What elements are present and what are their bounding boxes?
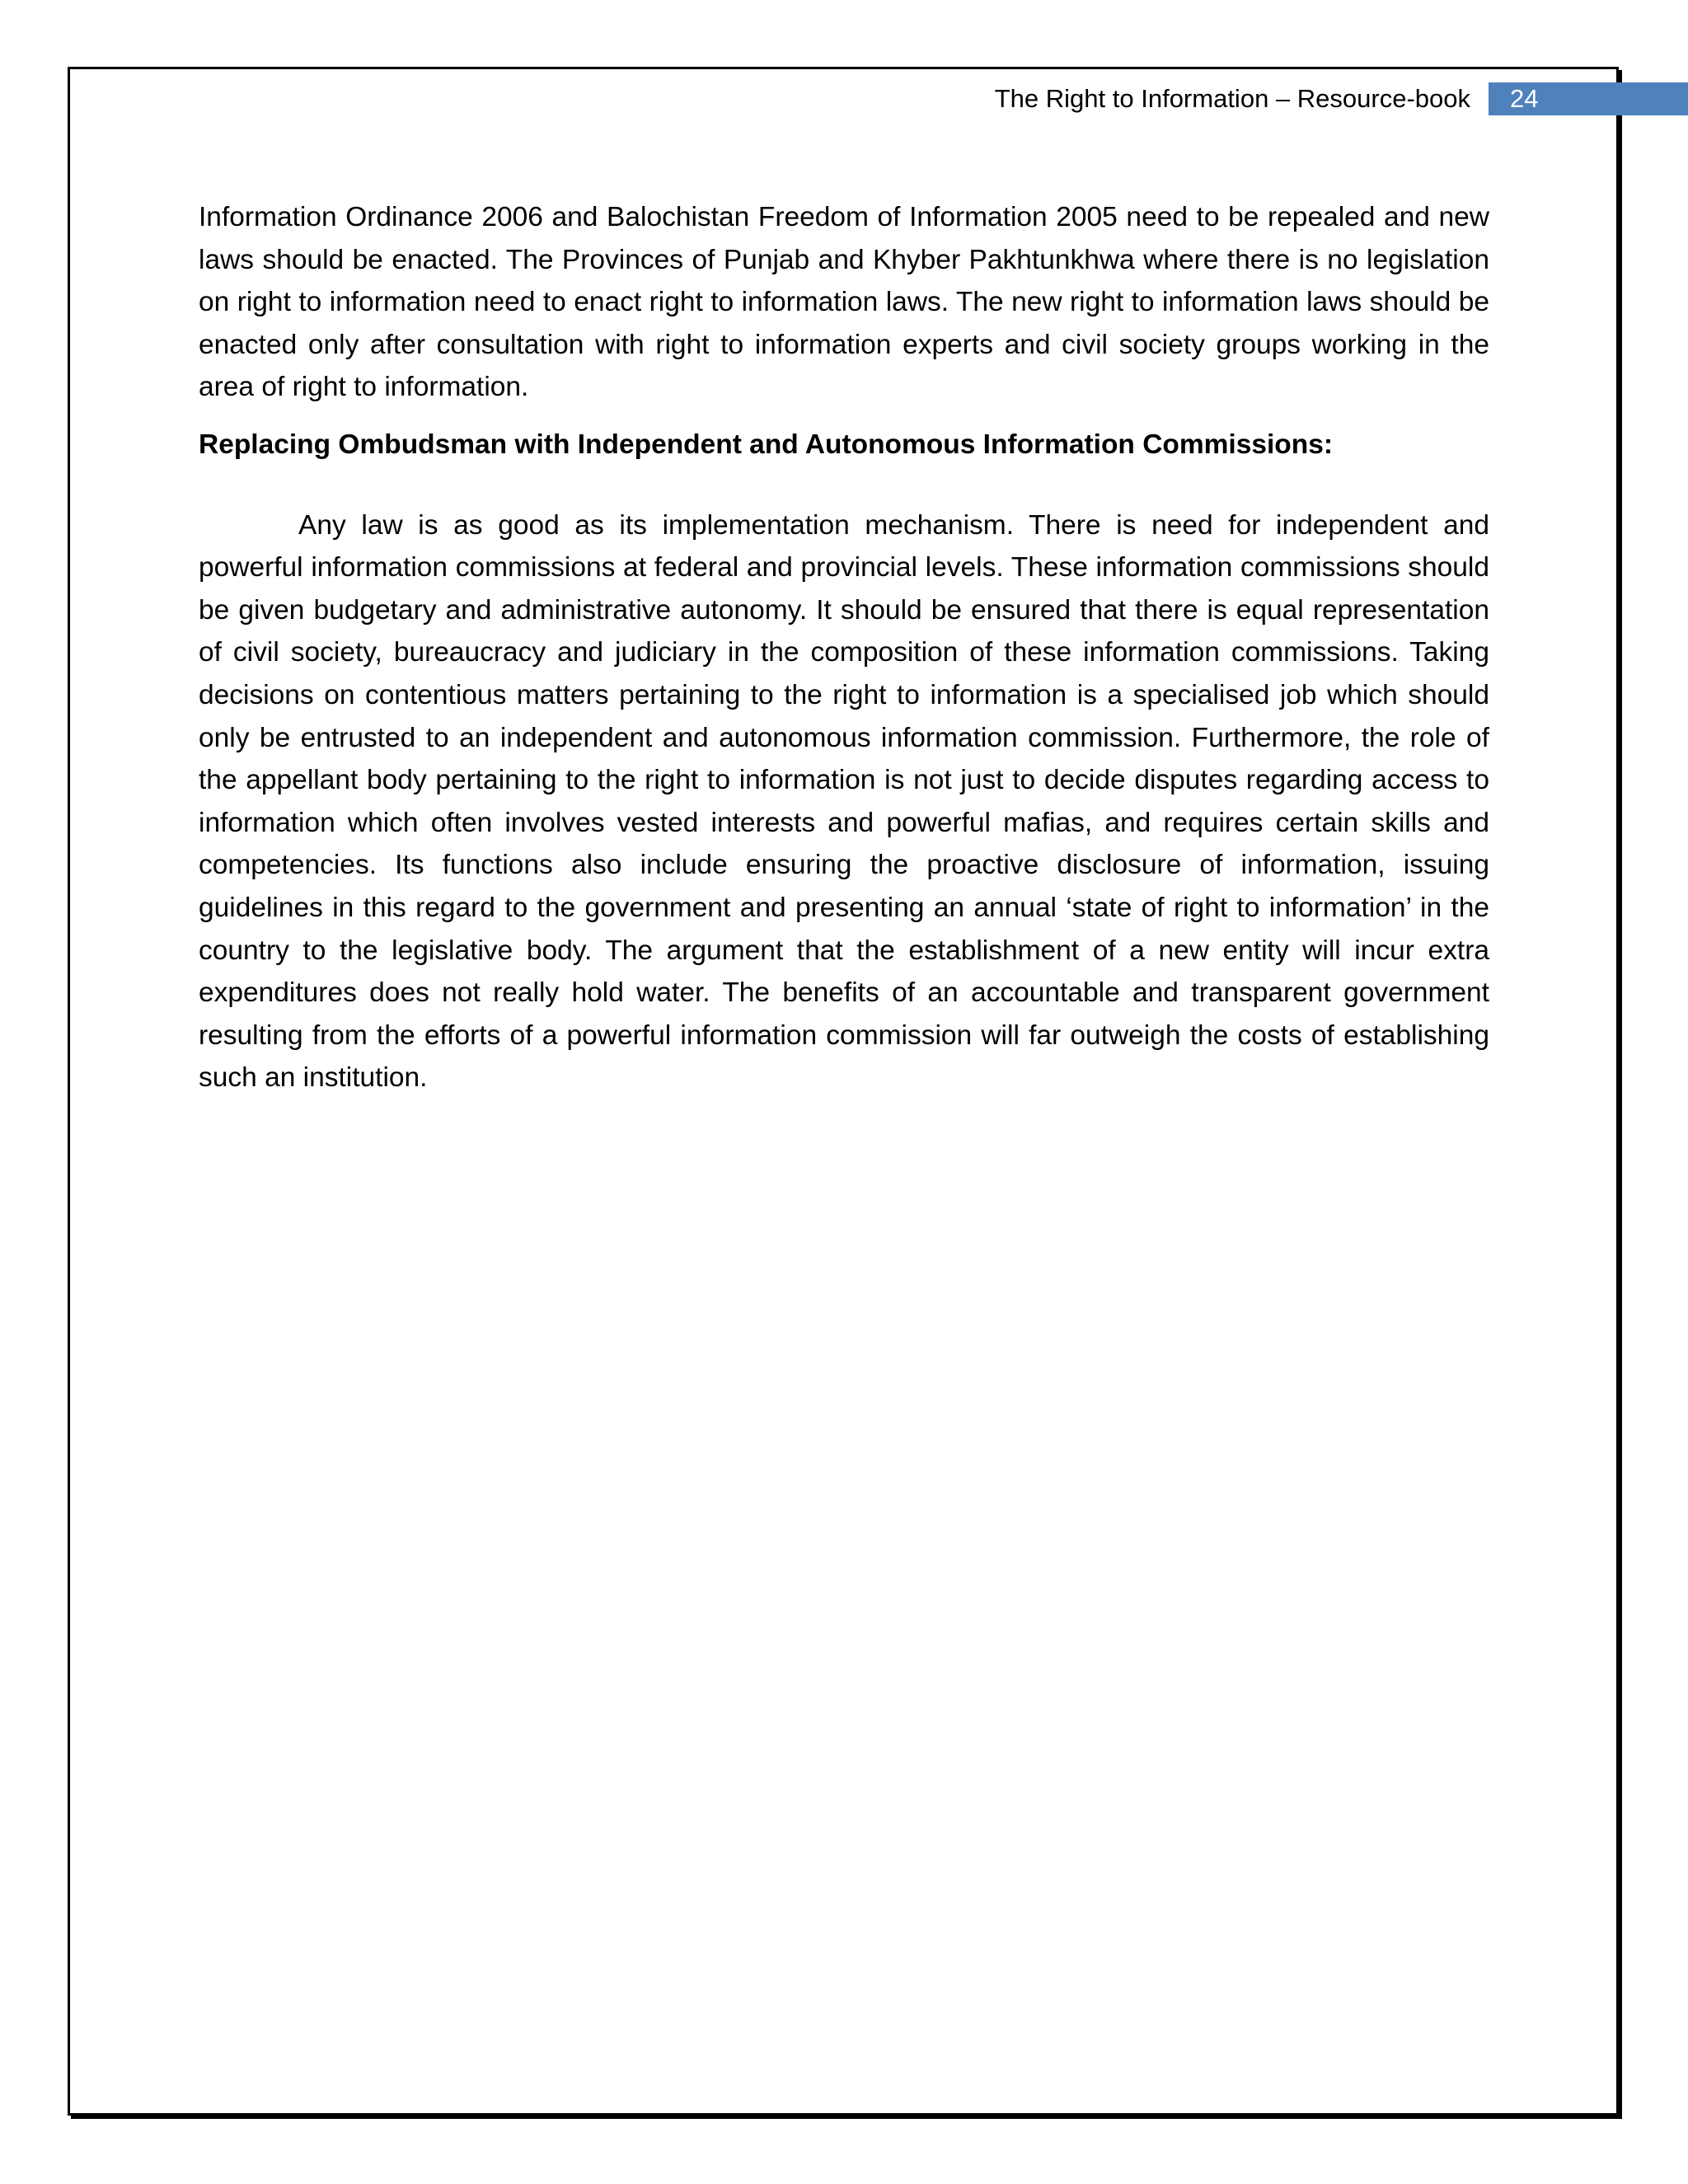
section-heading: Replacing Ombudsman with Independent and Autonomous Information Commissions: [199,429,1334,460]
body-paragraph-1: Information Ordinance 2006 and Balochistan Freedom of Information 2005 need to be repealed and new laws should be enacted. The Provinces of Punjab and Khyber Pakhtunkhwa where there is no legislation on right to information need to enact right to information laws. The new right to information laws should be enacted only after consultation with right to information experts and civil society groups working in the area of right to information. [199,202,1489,403]
page-content [199,196,1489,1099]
page-number: 24 [1510,84,1539,113]
body-paragraph-2: Any law is as good as its implementation mechanism. There is need for independent and powerful information commissions at federal and provincial levels. These information commissions should be given budgetary and administrative autonomy. It should be ensured that there is equal representation of civil society, bureaucracy and judiciary in the composition of these information commissions. Taking decisions on contentious matters pertaining to the right to information is a specialised job which should only be entrusted to an independent and autonomous information commission. Furthermore, the role of the appellant body pertaining to the right to information is not just to decide disputes regarding access to information which often involves vested interests and powerful mafias, and requires certain skills and competencies. Its functions also include ensuring the proactive disclosure of information, issuing guidelines in this regard to the government and presenting an annual ‘state of right to information’ in the country to the legislative body. The argument that the establishment of a new entity will incur extra expenditures does not really hold water. The benefits of an accountable and transparent government resulting from the efforts of a powerful information commission will far outweigh the costs of establishing such an institution. [199,509,1489,1094]
running-header-title: The Right to Information – Resource-book [994,84,1470,113]
